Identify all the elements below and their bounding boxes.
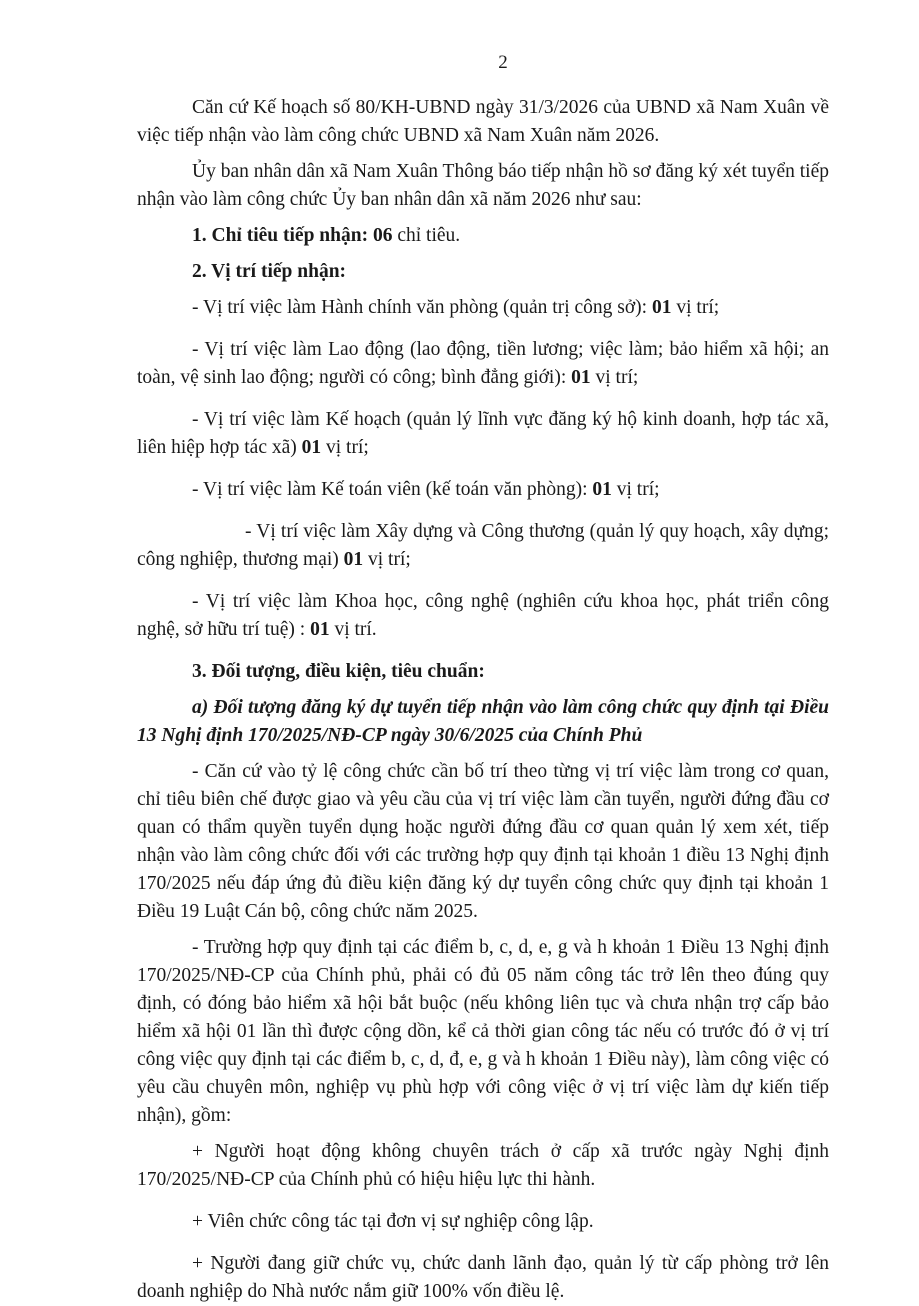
position-item bbox=[137, 406, 829, 462]
subheading-eligibility-a: a) Đối tượng đăng ký dự tuyển tiếp nhận vào làm công chức quy định tại Điều 13 Nghị định 170/2025/NĐ-CP ngày 30/6/2025 của Chính Phủ bbox=[137, 697, 829, 746]
position-tail: vị trí; bbox=[326, 437, 369, 458]
quota-count: 06 bbox=[372, 225, 393, 246]
page-number: 2 bbox=[498, 52, 508, 73]
quota-tail: chỉ tiêu. bbox=[397, 225, 461, 246]
heading-quota-label: 1. Chỉ tiêu tiếp nhận: bbox=[192, 225, 369, 246]
position-tail: vị trí; bbox=[595, 367, 639, 388]
position-tail: vị trí; bbox=[676, 297, 720, 318]
paragraph-eligibility-1: - Căn cứ vào tỷ lệ công chức cần bố trí theo từng vị trí việc làm trong cơ quan, chỉ tiêu biên chế được giao và yêu cầu của vị trí việc làm cần tuyển, người đứng đầu cơ quan có thẩm quyền tuyển dụng hoặc người đứng đầu cơ quan quản lý xem xét, tiếp nhận vào làm công chức đối với các trường hợp quy định tại khoản 1 điều 13 Nghị định 170/2025 nếu đáp ứng đủ điều kiện đăng ký dự tuyển công chức quy định tại khoản 1 Điều 19 Luật Cán bộ, công chức năm 2025. bbox=[137, 761, 829, 922]
position-count: 01 bbox=[651, 297, 672, 318]
paragraph-eligibility-2: - Trường hợp quy định tại các điểm b, c, d, e, g và h khoản 1 Điều 13 Nghị định 170/2025/NĐ-CP của Chính phủ, phải có đủ 05 năm công tác trở lên theo đúng quy định, có đóng bảo hiểm xã hội bắt buộc (nếu không liên tục và chưa nhận trợ cấp bảo hiểm xã hội 01 lần thì được cộng dồn, kể cả thời gian công tác nếu có trước đó ở vị trí công việc quy định tại các điểm b, c, d, đ, e, g và h khoản 1 Điều này), làm công việc có yêu cầu chuyên môn, nghiệp vụ phù hợp với công việc ở vị trí việc làm dự kiến tiếp nhận), gồm: bbox=[137, 937, 829, 1126]
position-text: - Vị trí việc làm Hành chính văn phòng (quản trị công sở): bbox=[192, 297, 648, 318]
paragraph-basis: Căn cứ Kế hoạch số 80/KH-UBND ngày 31/3/2026 của UBND xã Nam Xuân về việc tiếp nhận vào làm công chức UBND xã Nam Xuân năm 2026. bbox=[137, 97, 829, 146]
position-item bbox=[137, 588, 829, 644]
list-item: + Viên chức công tác tại đơn vị sự nghiệp công lập. bbox=[192, 1211, 594, 1232]
paragraph-announcement: Ủy ban nhân dân xã Nam Xuân Thông báo tiếp nhận hồ sơ đăng ký xét tuyển tiếp nhận vào làm công chức Ủy ban nhân dân xã năm 2026 như sau: bbox=[137, 161, 829, 210]
position-tail: vị trí; bbox=[616, 479, 660, 500]
position-tail: vị trí; bbox=[368, 549, 411, 570]
position-count: 01 bbox=[571, 367, 591, 388]
position-item bbox=[137, 476, 829, 504]
position-count: 01 bbox=[343, 549, 364, 570]
position-count: 01 bbox=[592, 479, 612, 500]
position-count: 01 bbox=[301, 437, 322, 458]
position-text: - Vị trí việc làm Kế toán viên (kế toán văn phòng): bbox=[192, 479, 588, 500]
position-count: 01 bbox=[310, 619, 330, 640]
position-text: - Vị trí việc làm Xây dựng và Công thương (quản lý quy hoạch, xây dựng; công nghiệp, thương mại) bbox=[137, 521, 829, 570]
position-text: - Vị trí việc làm Lao động (lao động, tiền lương; việc làm; bảo hiểm xã hội; an toàn, vệ sinh lao động; người có công; bình đẳng giới): bbox=[137, 339, 829, 388]
position-tail: vị trí. bbox=[334, 619, 377, 640]
position-item bbox=[137, 294, 829, 322]
position-item bbox=[137, 518, 829, 574]
position-text: - Vị trí việc làm Kế hoạch (quản lý lĩnh vực đăng ký hộ kinh doanh, hợp tác xã, liên hiệp hợp tác xã) bbox=[137, 409, 829, 458]
heading-positions: 2. Vị trí tiếp nhận: bbox=[192, 261, 347, 282]
list-item: + Người hoạt động không chuyên trách ở cấp xã trước ngày Nghị định 170/2025/NĐ-CP của Chính phủ có hiệu hiệu lực thi hành. bbox=[137, 1141, 829, 1190]
list-item: + Người đang giữ chức vụ, chức danh lãnh đạo, quản lý từ cấp phòng trở lên doanh nghiệp do Nhà nước nắm giữ 100% vốn điều lệ. bbox=[137, 1253, 829, 1302]
position-text: - Vị trí việc làm Khoa học, công nghệ (nghiên cứu khoa học, phát triển công nghệ, sở hữu trí tuệ) : bbox=[137, 591, 829, 640]
heading-eligibility: 3. Đối tượng, điều kiện, tiêu chuẩn: bbox=[192, 661, 485, 682]
position-item bbox=[137, 336, 829, 392]
heading-quota bbox=[137, 222, 829, 250]
